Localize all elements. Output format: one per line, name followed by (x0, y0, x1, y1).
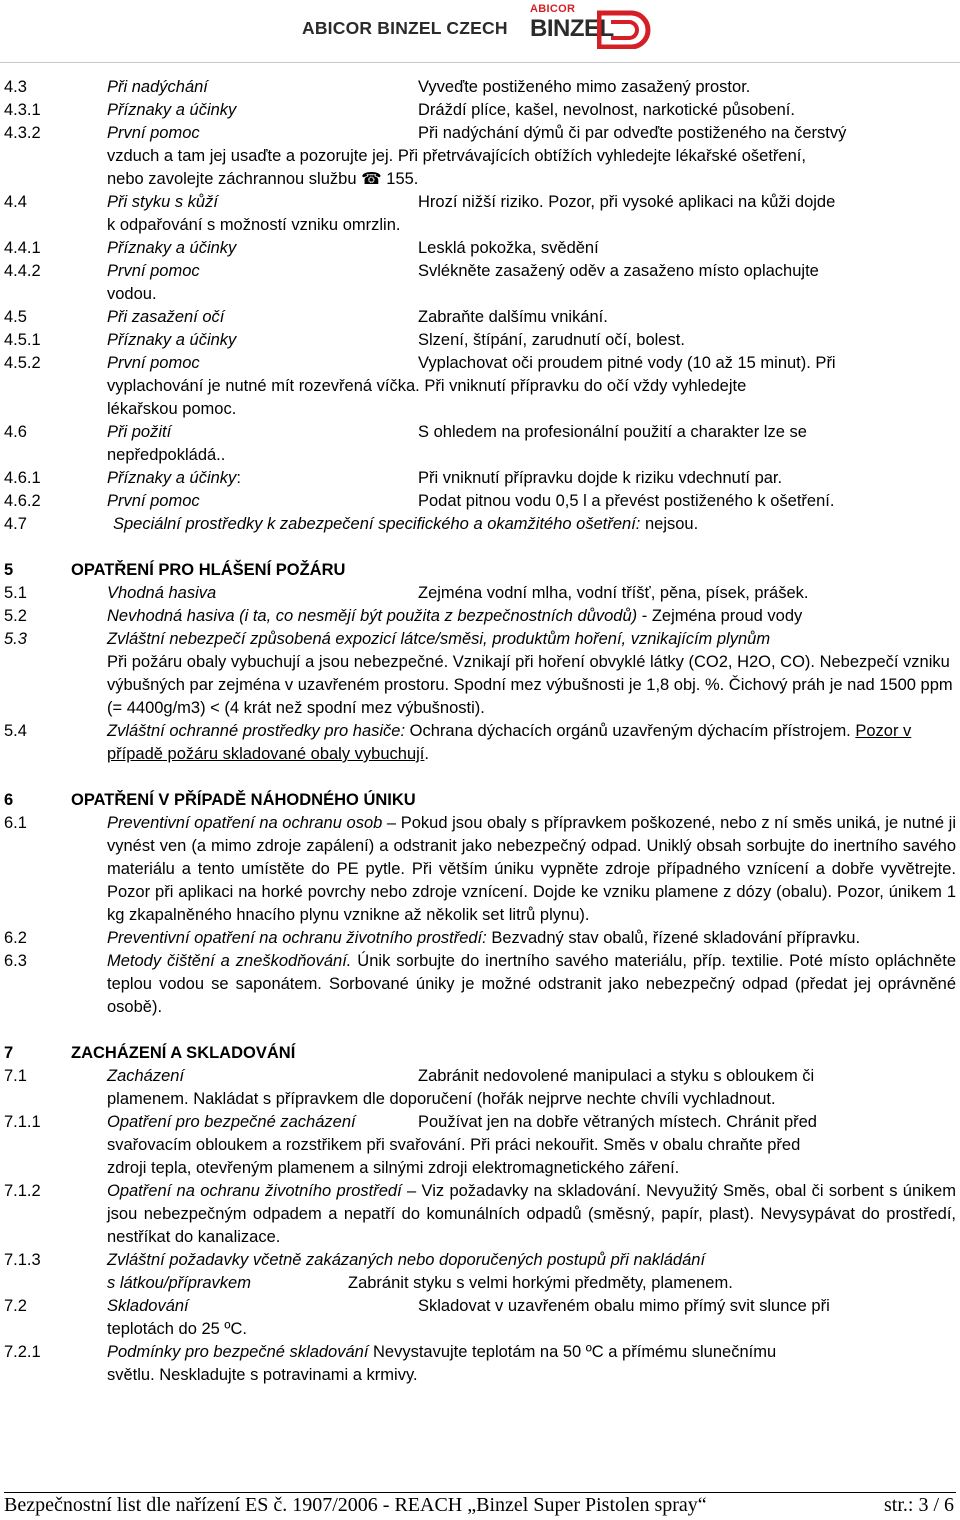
item-number: 4.6.2 (4, 492, 41, 510)
section-number: 6 (4, 791, 14, 809)
text: Podmínky pro bezpečné skladování (107, 1343, 369, 1361)
item-label: Preventivní opatření na ochranu životního prostředí: (107, 929, 487, 947)
item-label: Opatření pro bezpečné zacházení (107, 1113, 356, 1131)
text: Hrozí nižší riziko. (418, 193, 544, 211)
item-5-2 (0, 605, 960, 628)
text: . (424, 745, 429, 763)
text: vzduch a tam jej usaďte a pozorujte jej. (107, 147, 394, 165)
item-label: Při zasažení očí (107, 308, 225, 326)
item-label (107, 605, 802, 628)
item-number: 7.1.3 (4, 1251, 41, 1269)
text: vyplachování je nutné mít rozevřená víčka. (107, 377, 420, 395)
item-5-4 (0, 720, 960, 766)
item-number: 4.7 (4, 515, 27, 533)
page-number: str.: 3 / 6 (883, 1494, 954, 1516)
item-continuation (0, 375, 960, 398)
item-value: Zabraňte dalšímu vnikání. (418, 308, 608, 326)
spacer (0, 766, 960, 789)
item-label: Metody čištění a zneškodňování. (107, 952, 352, 970)
text: – Pokud jsou obaly s přípravkem poškozené, nebo z ní směs uniká, je nutné ji vynést ven (a mimo zdroje zapálení) a odstranit jako nebezpečný odpad. Uniklý obsah sorbujte do inertního savého materiálu a tento umístěte do PE pytle. Při větším úniku vypněte zdroje případného vznícení a dobře vyvětrejte. Pozor při aplikaci na horké povrchy nebo zdroje vznícení. Dojde ke vzniku plamene z dózy (obalu). Pozor, únikem 1 kg zkapalněného hnacího plynu vznikne až několik set litrů plynu). (107, 814, 956, 924)
item-value: Svlékněte zasažený oděv a zasaženo místo oplachujte (418, 262, 819, 280)
text: – (401, 1182, 422, 1200)
item-6-3 (0, 950, 960, 1019)
item-7-2 (0, 1295, 960, 1318)
item-number: 4.6.1 (4, 469, 41, 487)
section-number: 5 (4, 561, 14, 579)
item-value: Zabránit nedovolené manipulaci a styku s obloukem či (418, 1067, 815, 1085)
text: Při přetrvávajících obtížích vyhledejte lékařské ošetření, (397, 147, 806, 165)
item-number: 4.4 (4, 193, 27, 211)
item-6-2 (0, 927, 960, 950)
item-5-3 (0, 628, 960, 651)
item-4-3-1 (0, 99, 960, 122)
item-label: s látkou/přípravkem (107, 1274, 251, 1292)
item-continuation: k odpařování s možností vzniku omrzlin. (107, 216, 401, 234)
item-label: Zvláštní nebezpečí způsobená expozicí látce/směsi, produktům hoření, vznikajícím plynům (107, 630, 771, 648)
item-value: Při vniknutí přípravku dojde k riziku vdechnutí par. (418, 469, 783, 487)
phone-icon: ☎ (361, 170, 382, 188)
text: Speciální prostředky k zabezpečení specifického a okamžitého ošetření: (113, 515, 641, 533)
item-7-1-3 (0, 1249, 960, 1272)
item-number: 6.3 (4, 952, 27, 970)
text: Ochrana dýchacích orgánů uzavřeným dýchacím přístrojem. (405, 722, 856, 740)
text: Nevhodná hasiva (i ta, co nesmějí být použita z bezpečnostních důvodů) (107, 607, 638, 625)
text: 155. (386, 170, 419, 188)
item-7-1-1 (0, 1111, 960, 1134)
item-continuation: lékařskou pomoc. (107, 400, 237, 418)
item-number: 5.3 (4, 630, 27, 648)
item-value: Vyplachovat oči proudem pitné vody (10 až 15 minut). Při (418, 354, 836, 372)
item-value: Slzení, štípání, zarudnutí očí, bolest. (418, 331, 685, 349)
text: Při vniknutí přípravku do očí vždy vyhledejte (424, 377, 747, 395)
item-label: Při požití (107, 423, 172, 441)
text: nejsou. (644, 515, 699, 533)
item-value: Zejména vodní mlha, vodní tříšť, pěna, písek, prášek. (418, 584, 809, 602)
item-value: Skladovat v uzavřeném obalu mimo přímý svit slunce při (418, 1297, 830, 1315)
item-number: 5.4 (4, 722, 27, 740)
text: Bezvadný stav obalů, řízené skladování přípravku. (486, 929, 861, 947)
document-body (0, 76, 960, 1387)
section-5-title (0, 559, 960, 582)
item-label: Skladování (107, 1297, 189, 1315)
item-4-3-2 (0, 122, 960, 145)
logo-swirl-icon (597, 7, 651, 49)
item-label: Příznaky a účinky (107, 239, 237, 257)
item-value: Dráždí plíce, kašel, nevolnost, narkotické působení. (418, 101, 795, 119)
item-value: Vyveďte postiženého mimo zasažený prostor. (418, 78, 751, 96)
item-7-1 (0, 1065, 960, 1088)
logo-top-text: ABICOR (530, 3, 576, 15)
item-number: 7.1 (4, 1067, 27, 1085)
item-continuation (0, 168, 960, 191)
item-value: Podat pitnou vodu 0,5 l a převést postiženého k ošetření. (418, 492, 835, 510)
item-7-2-1 (0, 1341, 960, 1364)
text: Pozor v případě požáru skladované obaly vybuchují (107, 722, 912, 763)
item-number: 4.5 (4, 308, 27, 326)
item-continuation: svařovacím obloukem a rozstřikem při svařování. Při práci nekouřit. Směs v obalu chraňte před (107, 1136, 801, 1154)
item-number: 4.5.2 (4, 354, 41, 372)
text: Nevystavujte teplotám na 50 ºC a přímému slunečnímu (368, 1343, 777, 1361)
section-number: 7 (4, 1044, 14, 1062)
item-number: 4.5.1 (4, 331, 41, 349)
item-continuation: plamenem. Nakládat s přípravkem dle doporučení (hořák nejprve nechte chvíli vychladnout. (107, 1090, 776, 1108)
text: : (236, 469, 241, 487)
text: Pozor, při vysoké aplikaci na kůži dojde (548, 193, 836, 211)
item-label: Příznaky a účinky (107, 331, 237, 349)
item-label: První pomoc (107, 124, 200, 142)
item-label: Zvláštní ochranné prostředky pro hasiče: (107, 722, 406, 740)
item-label: Zvláštní požadavky včetně zakázaných nebo doporučených postupů při nakládání (107, 1251, 706, 1269)
item-4-5-2 (0, 352, 960, 375)
item-label: Vhodná hasiva (107, 584, 217, 602)
header-divider (0, 62, 960, 63)
item-4-5-1 (0, 329, 960, 352)
item-number: 4.3.1 (4, 101, 41, 119)
item-value: Zabránit styku s velmi horkými předměty, plamenem. (348, 1274, 733, 1292)
item-label: Při styku s kůží (107, 193, 218, 211)
spacer (0, 536, 960, 559)
text: Viz požadavky na skladování. Nevyužitý Směs, obal či sorbent s únikem jsou nebezpečným odpadem a nepatří do komunálních odpadů (směsný, papír, plast). Nevysypávat do prostředí, nestříkat do kanalizace. (107, 1182, 956, 1246)
item-value: Při nadýchání dýmů či par odveďte postiženého na čerstvý (418, 124, 847, 142)
item-label: Preventivní opatření na ochranu osob (107, 814, 383, 832)
item-number: 5.1 (4, 584, 27, 602)
text: Příznaky a účinky (107, 469, 237, 487)
item-label: Při nadýchání (107, 78, 208, 96)
page-header (0, 0, 960, 68)
item-number: 6.2 (4, 929, 27, 947)
item-label: Zacházení (107, 1067, 185, 1085)
text: - Zejména proud vody (641, 607, 803, 625)
item-4-6 (0, 421, 960, 444)
item-6-1 (0, 812, 960, 927)
item-7-1-3-cont (0, 1272, 960, 1295)
item-label: První pomoc (107, 354, 200, 372)
binzel-logo (527, 3, 652, 53)
item-value: S ohledem na profesionální použití a charakter lze se (418, 423, 807, 441)
logo-main-text: BINZEL (530, 15, 614, 42)
item-number: 4.4.1 (4, 239, 41, 257)
item-continuation: vodou. (107, 285, 157, 303)
item-continuation (0, 145, 960, 168)
item-label: Příznaky a účinky (107, 101, 237, 119)
item-label: Opatření na ochranu životního prostředí (107, 1182, 402, 1200)
item-label: První pomoc (107, 492, 200, 510)
item-label: První pomoc (107, 262, 200, 280)
item-value (418, 191, 835, 214)
page-footer (4, 1492, 956, 1518)
section-heading: ZACHÁZENÍ A SKLADOVÁNÍ (71, 1044, 296, 1062)
company-name: ABICOR BINZEL CZECH (302, 18, 508, 38)
item-continuation: světlu. Neskladujte s potravinami a krmivy. (107, 1366, 418, 1384)
section-7-title (0, 1042, 960, 1065)
item-4-4 (0, 191, 960, 214)
item-number: 4.6 (4, 423, 27, 441)
item-number: 7.2.1 (4, 1343, 41, 1361)
item-label (113, 513, 698, 536)
item-number: 4.4.2 (4, 262, 41, 280)
item-4-7 (0, 513, 960, 536)
item-continuation: nepředpokládá.. (107, 446, 226, 464)
item-5-3-text: Při požáru obaly vybuchují a jsou nebezpečné. Vznikají při hoření obvyklé látky (CO2, H2O, CO). Nebezpečí vzniku výbušných par zejména v uzavřeném prostoru. Spodní mez výbušnosti je 1,8 obj. %. Čichový práh je nad 1500 ppm (= 4400g/m3) < (4 krát než spodní mez výbušnosti). (107, 653, 953, 717)
item-value: Používat jen na dobře větraných místech. Chránit před (418, 1113, 817, 1131)
item-number: 6.1 (4, 814, 27, 832)
item-5-1 (0, 582, 960, 605)
item-4-4-2 (0, 260, 960, 283)
item-number: 4.3 (4, 78, 27, 96)
item-7-1-2 (0, 1180, 960, 1249)
item-number: 7.1.1 (4, 1113, 41, 1131)
item-number: 4.3.2 (4, 124, 41, 142)
item-label (107, 1341, 776, 1364)
item-number: 5.2 (4, 607, 27, 625)
section-heading: OPATŘENÍ PRO HLÁŠENÍ POŽÁRU (71, 561, 346, 579)
text: Únik sorbujte do inertního savého materiálu, příp. textilie. Poté místo opláchněte teplou vodou se saponátem. Sorbované úniky je možné odstranit jako nebezpečný odpad (předat jej oprávněné osobě). (107, 952, 956, 1016)
item-continuation: zdroji tepla, otevřeným plamenem a silnými zdroji elektromagnetického záření. (107, 1159, 680, 1177)
item-4-6-1 (0, 467, 960, 490)
text: nebo zavolejte záchrannou službu (107, 170, 357, 188)
item-number: 7.1.2 (4, 1182, 41, 1200)
item-value: Lesklá pokožka, svědění (418, 239, 599, 257)
item-4-4-1 (0, 237, 960, 260)
footer-title: Bezpečnostní list dle nařízení ES č. 1907/2006 - REACH „Binzel Super Pistolen spray“ (4, 1494, 707, 1516)
item-continuation: teplotách do 25 ºC. (107, 1320, 247, 1338)
item-number: 7.2 (4, 1297, 27, 1315)
item-4-3 (0, 76, 960, 99)
section-6-title (0, 789, 960, 812)
spacer (0, 1019, 960, 1042)
item-label (107, 467, 241, 490)
item-4-5 (0, 306, 960, 329)
item-4-6-2 (0, 490, 960, 513)
section-heading: OPATŘENÍ V PŘÍPADĚ NÁHODNÉHO ÚNIKU (71, 791, 416, 809)
